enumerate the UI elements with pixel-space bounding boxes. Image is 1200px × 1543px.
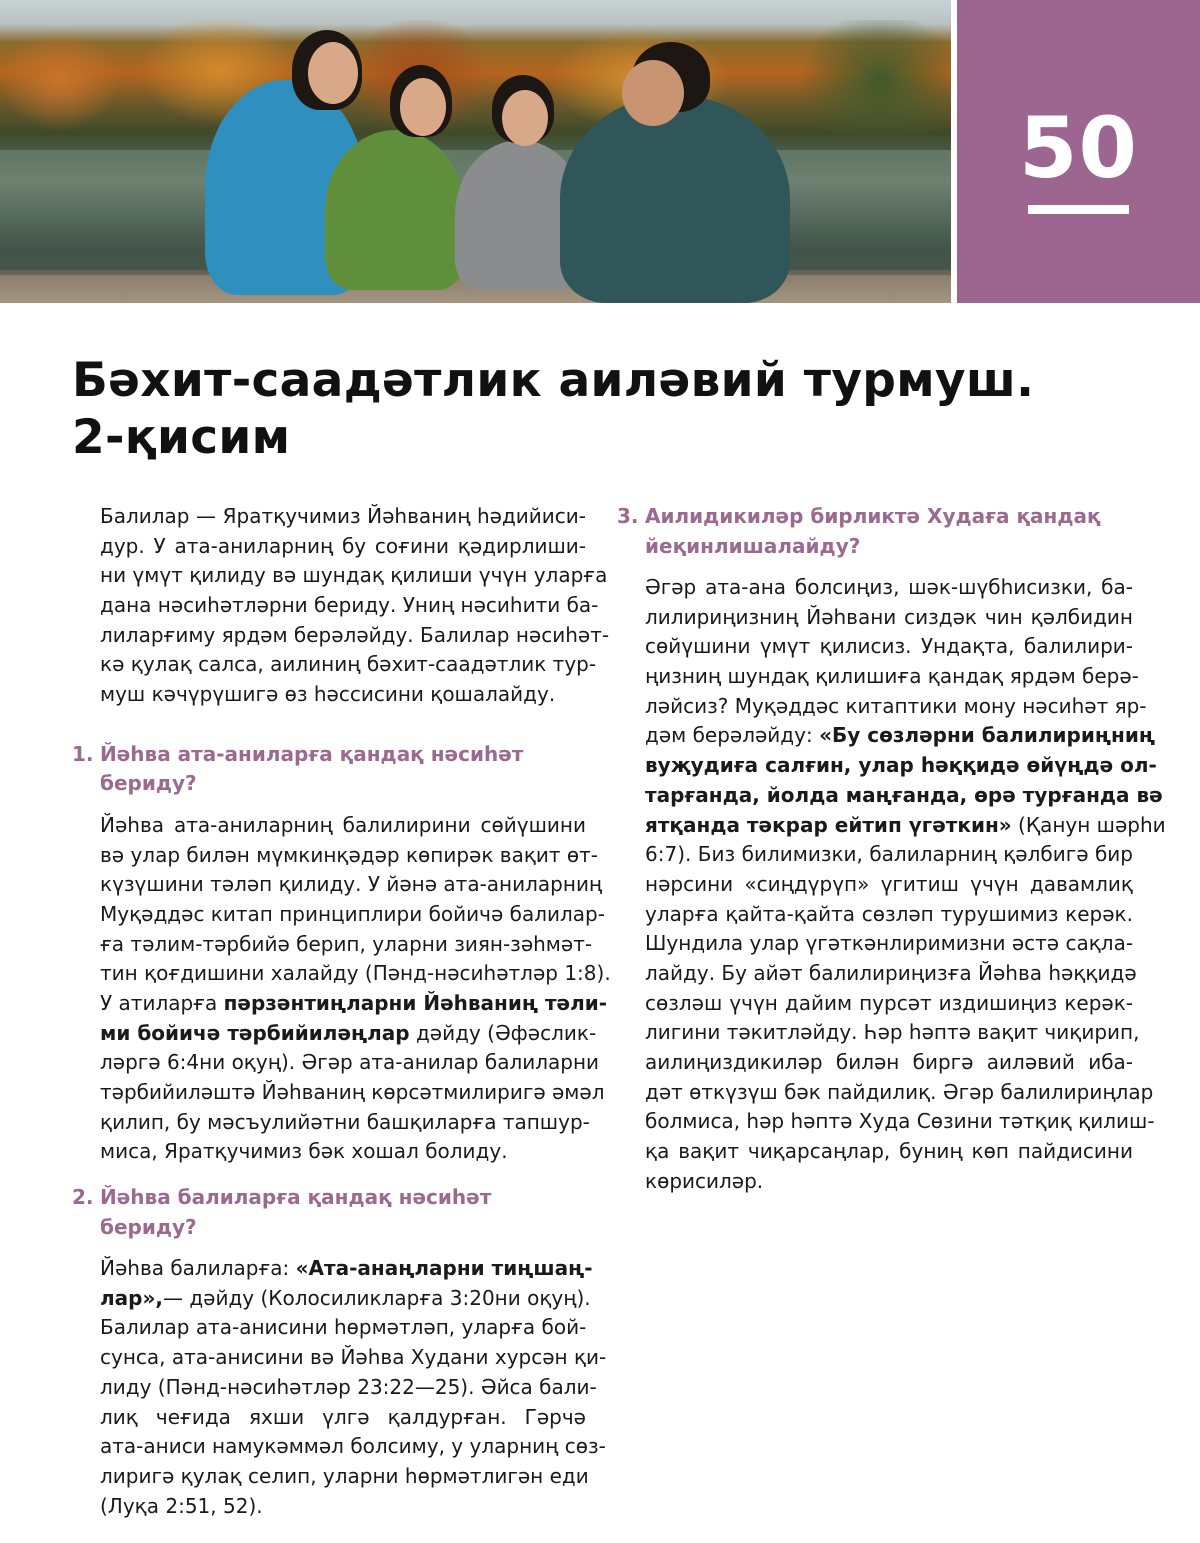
- text-line: [100, 1432, 606, 1462]
- body-text: ға тәлим-тәрбийә берип, уларни зиян-зәһмәт-: [100, 931, 593, 956]
- text-line: [100, 1284, 591, 1314]
- text-line: [645, 751, 1157, 781]
- text-line: [100, 930, 593, 960]
- body-text: ләйсиз? Муқәддәс китаптики мону нәсиһәт яр-: [645, 693, 1147, 718]
- bold-scripture-text: лар»,: [100, 1285, 163, 1310]
- text-line: [100, 1137, 586, 1167]
- text-line: [645, 721, 1156, 751]
- text-line: [100, 1078, 605, 1108]
- body-text: тәрбийиләштә Йәһваниң көрсәтмилиригә әмәл: [100, 1080, 605, 1104]
- text-line: [645, 1167, 1133, 1197]
- body-text: лиду (Пәнд-нәсиһәтләр 23:22—25). Әйса бали-: [100, 1374, 597, 1399]
- section-paragraph: [645, 573, 1166, 1196]
- text-line: [100, 1403, 586, 1433]
- body-text: ләргә 6:4ни оқуң). Әгәр ата-анилар балиларни: [100, 1050, 600, 1075]
- body-text: Йәһва балиларға:: [100, 1256, 296, 1281]
- text-line: [645, 840, 1133, 870]
- father-face: [622, 60, 684, 126]
- lesson-number-badge: [957, 0, 1200, 303]
- text-line: [100, 1492, 586, 1522]
- body-text: Балилар ата-анисини һөрмәтләп, уларға бой-: [100, 1315, 587, 1340]
- text-line: [645, 662, 1139, 692]
- daughter-figure: [325, 130, 465, 290]
- text-line: [645, 692, 1147, 722]
- body-text: тин қоғдишини халайду (Пәнд-нәсиһәтләр 1:8).: [100, 961, 611, 986]
- left-column: [72, 502, 611, 1521]
- text-line: [645, 1137, 1133, 1167]
- bold-scripture-text: ми бойичә тәрбийиләңлар: [100, 1020, 410, 1045]
- text-line: [100, 1462, 589, 1492]
- body-text: ңизниң шундақ қилишиға қандақ ярдәм берә-: [645, 664, 1139, 689]
- text-line: [100, 1108, 590, 1138]
- body-text: сөзләш үчүн дайим пурсәт издишиңиз керәк-: [645, 990, 1133, 1015]
- text-line: [100, 680, 586, 710]
- body-text: муш кәчүрүшигә өз һәссисини қошалайду.: [100, 682, 556, 707]
- body-text: Шундила улар үгәткәнлиримизни әстә сақла-: [645, 931, 1134, 956]
- text-line: [100, 1019, 597, 1049]
- text-line: [645, 929, 1133, 959]
- bold-scripture-text: пәрзәнтиңларни Йәһваниң тәли-: [223, 990, 608, 1015]
- title-line: Бәхит-саадәтлик аиләвий турмуш.: [72, 353, 1035, 408]
- text-line: [645, 1018, 1140, 1048]
- body-text: қа вақит чиқарсаңлар, буниң көп пайдисини: [645, 1139, 1133, 1164]
- text-line: [645, 811, 1166, 841]
- body-text: лиқ чеғида яхши үлгә қалдурған. Гәрчә: [100, 1404, 586, 1429]
- text-line: [645, 870, 1133, 900]
- text-line: [645, 781, 1163, 811]
- family-photo: [0, 0, 951, 303]
- section-1: [72, 740, 611, 1167]
- number-underline: [1028, 205, 1129, 214]
- question-number: 1.: [72, 741, 94, 766]
- section-3: [617, 502, 1166, 1196]
- father-figure: [560, 95, 790, 303]
- question-text: бериду?: [100, 771, 197, 796]
- body-text: 6:7). Биз билимизки, балиларниң қәлбигә бир: [645, 842, 1133, 867]
- body-text: миса, Яратқучимиз бәк хошал болиду.: [100, 1139, 508, 1164]
- body-text: У атиларға: [100, 990, 224, 1015]
- body-text: сөйүшини үмүт қилисиз. Ундақта, балилири-: [645, 634, 1133, 659]
- body-text: дәм берәләйду:: [645, 723, 820, 748]
- text-line: [645, 632, 1133, 662]
- body-text: ни үмүт қилиду вә шундақ қилиши үчүн уларға: [100, 563, 608, 588]
- text-line: [100, 532, 586, 562]
- body-text: лайду. Бу айәт балилириңизға Йәһва һәққидә: [645, 960, 1137, 985]
- bold-scripture-text: вуҗудиға салғин, улар һәққидә өйүңдә ол-: [645, 753, 1157, 778]
- text-line: [645, 573, 1133, 603]
- section-2: [72, 1183, 607, 1521]
- body-text: нәрсини «сиңдүрүп» үгитиш үчүн давамлиқ: [645, 871, 1133, 896]
- section-question: [72, 1183, 586, 1242]
- body-text: уларға қайта-қайта сөзләп турушимиз керәк.: [645, 901, 1133, 926]
- text-line: [645, 1048, 1133, 1078]
- text-line: [645, 603, 1133, 633]
- text-line: [100, 561, 608, 591]
- question-text: Аилидикиләр бирликтә Худаға қандақ: [645, 504, 1101, 528]
- intro-paragraph: [100, 502, 610, 710]
- text-line: [100, 621, 610, 651]
- question-text: йеқинлишалайду?: [645, 533, 861, 558]
- text-line: [100, 1313, 586, 1343]
- body-text: Йәһва ата-аниларниң балилирини сөйүшини: [100, 812, 586, 837]
- text-line: [645, 959, 1137, 989]
- body-text: Әгәр ата-ана болсиңиз, шәк-шүбһисизки, ба-: [645, 575, 1133, 599]
- text-line: [100, 989, 608, 1019]
- text-line: [100, 1343, 607, 1373]
- page-title: [72, 352, 1034, 466]
- text-line: [100, 959, 611, 989]
- text-line: [100, 900, 605, 930]
- body-text: лиларғиму ярдәм берәләйду. Балилар нәсиһәт-: [100, 622, 610, 647]
- question-number: 3.: [617, 504, 639, 528]
- bold-scripture-text: тарғанда, йолда маңғанда, өрә турғанда вә: [645, 782, 1163, 807]
- daughter-face: [400, 78, 446, 136]
- question-text: Йәһва балиларға қандақ нәсиһәт бериду?: [100, 1185, 492, 1239]
- title-line: 2-қисим: [72, 410, 291, 465]
- body-text: лиригә қулақ селип, уларни һөрмәтлигән еди: [100, 1463, 589, 1488]
- question-text: Йәһва ата-аниларға қандақ нәсиһәт: [100, 741, 524, 766]
- lesson-number: 50: [1019, 99, 1138, 197]
- body-text: (Қанун шәрһи: [1011, 812, 1166, 837]
- mother-face: [308, 42, 358, 104]
- bold-scripture-text: ятқанда тәкрар ейтип үгәткин»: [645, 812, 1012, 837]
- body-text: Муқәддәс китап принциплири бойичә балилар-: [100, 901, 605, 926]
- text-line: [100, 591, 599, 621]
- text-line: [100, 870, 603, 900]
- section-paragraph: [100, 1254, 607, 1521]
- body-text: (Луқа 2:51, 52).: [100, 1493, 263, 1518]
- section-paragraph: [100, 811, 611, 1167]
- body-text: көрисиләр.: [645, 1168, 764, 1193]
- body-text: лилириңизниң Йәһвани сиздәк чин қәлбидин: [645, 604, 1133, 629]
- body-text: аилиңиздикиләр билән биргә аиләвий иба-: [645, 1050, 1133, 1074]
- son-face: [502, 90, 548, 146]
- text-line: [645, 1078, 1154, 1108]
- text-line: [100, 502, 586, 532]
- body-text: болмиса, һәр һәптә Худа Сөзини тәтқиқ қилиш-: [645, 1109, 1155, 1134]
- body-text: дәт өткүзүш бәк пайдилиқ. Әгәр балилириңлар: [645, 1079, 1154, 1104]
- text-line: [100, 1373, 597, 1403]
- autumn-trees: [0, 20, 951, 140]
- section-question: [617, 502, 1133, 561]
- bold-scripture-text: «Бу сөзләрни балилириңниң: [819, 723, 1156, 748]
- section-question: [72, 740, 586, 799]
- body-text: дур. У ата-аниларниң бу соғини қәдирлиши-: [100, 533, 586, 558]
- text-line: [100, 1254, 593, 1284]
- body-text: күзүшини тәләп қилиду. У йәнә ата-аниларниң: [100, 872, 603, 897]
- body-text: дана нәсиһәтләрни бериду. Униң нәсиһити ба-: [100, 593, 599, 618]
- body-text: дәйду (Әфәслик-: [409, 1020, 597, 1045]
- question-number: 2.: [72, 1185, 94, 1210]
- body-text: вә улар билән мүмкинқәдәр көпирәк вақит өт-: [100, 842, 599, 867]
- body-text: кә қулақ салса, аилиниң бәхит-саадәтлик тур-: [100, 652, 597, 677]
- body-text: қилип, бу мәсъулийәтни башқиларға тапшур-: [100, 1109, 590, 1134]
- text-line: [645, 989, 1133, 1019]
- body-text: Балилар — Яратқучимиз Йәһваниң һәдийиси-: [100, 504, 586, 528]
- body-text: ата-аниси намукәммәл болсиму, у уларниң сөз-: [100, 1434, 606, 1459]
- text-line: [100, 841, 599, 871]
- body-text: лигини тәкитләйду. Һәр һәптә вақит чиқирип,: [645, 1020, 1140, 1045]
- text-line: [100, 811, 586, 841]
- text-line: [645, 1107, 1155, 1137]
- text-line: [100, 1048, 600, 1078]
- text-line: [645, 900, 1133, 930]
- body-text: сунса, ата-анисини вә Йәһва Худани хурсән қи-: [100, 1345, 607, 1370]
- body-text: — дәйду (Колосиликларға 3:20ни оқуң).: [162, 1285, 591, 1310]
- text-line: [100, 650, 597, 680]
- right-column: [617, 502, 1166, 1196]
- bold-scripture-text: «Ата-анаңларни тиңшаң-: [295, 1256, 593, 1281]
